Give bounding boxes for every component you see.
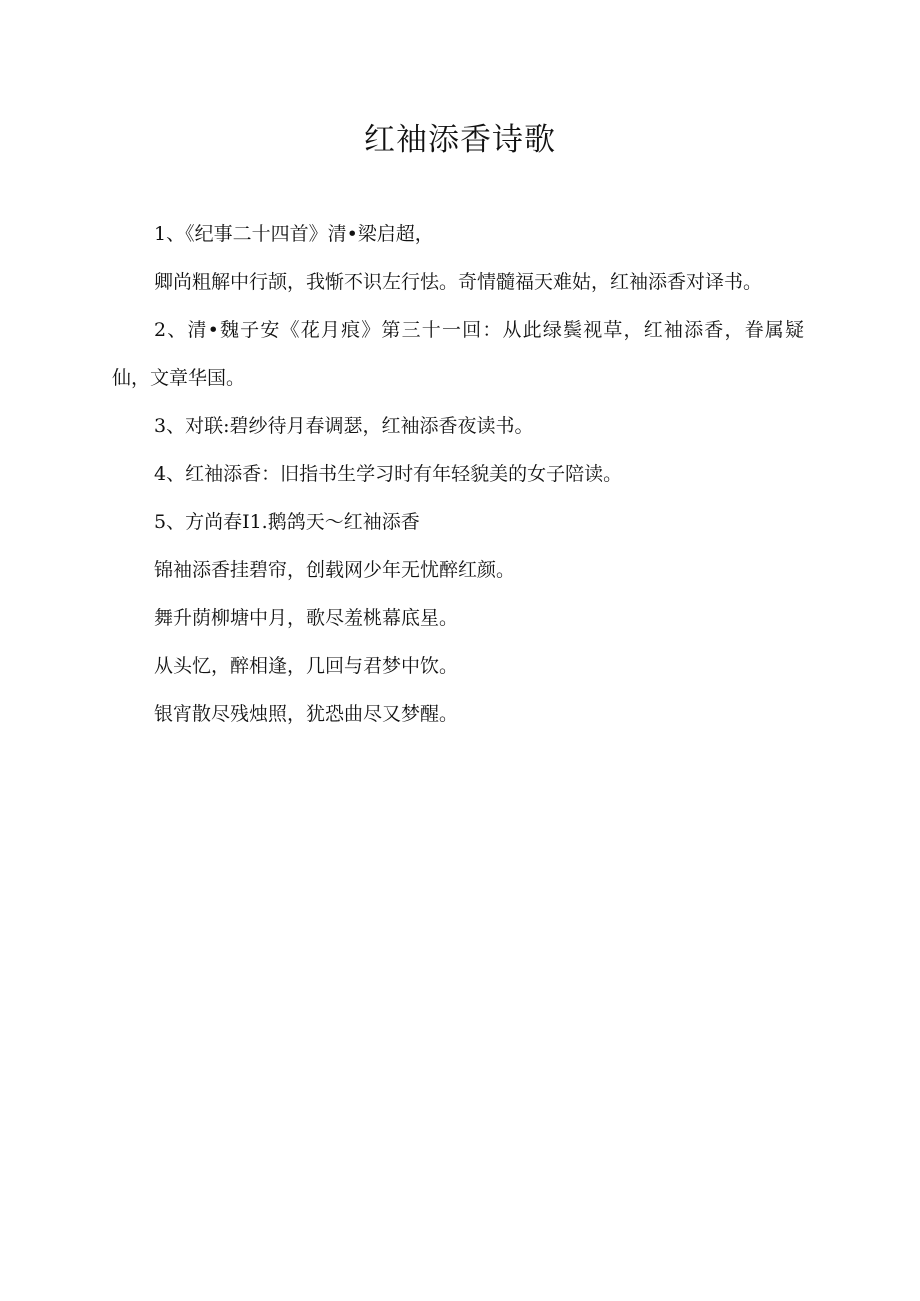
document-body (112, 210, 804, 738)
paragraph: 5、方尚春I1.鹅鸽天～红袖添香 (154, 511, 420, 533)
poem-line: 锦袖添香挂碧帘，创载网少年无忧醉红颜。 (154, 559, 516, 581)
paragraph: 2、清•魏子安《花月痕》第三十一回：从此绿鬓视草，红袖添香，眷属疑仙，文章华国。 (112, 319, 804, 389)
paragraph: 3、对联:碧纱待月春调瑟，红袖添香夜读书。 (154, 415, 534, 437)
paragraph: 4、红袖添香：旧指书生学习时有年轻貌美的女子陪读。 (154, 463, 623, 485)
paragraph: 1、《纪事二十四首》清•梁启超， (154, 223, 434, 245)
document-title: 红袖添香诗歌 (364, 122, 556, 158)
paragraph: 卿尚粗解中行颉，我惭不识左行怯。奇情髓福天难姑，红袖添香对译书。 (154, 271, 763, 293)
poem-line: 银宵散尽残烛照，犹恐曲尽又梦醒。 (154, 703, 459, 725)
poem-line: 舞升荫柳塘中月，歌尽羞桃幕底星。 (154, 607, 459, 629)
poem-line: 从头忆，醉相逢，几回与君梦中饮。 (154, 655, 459, 677)
